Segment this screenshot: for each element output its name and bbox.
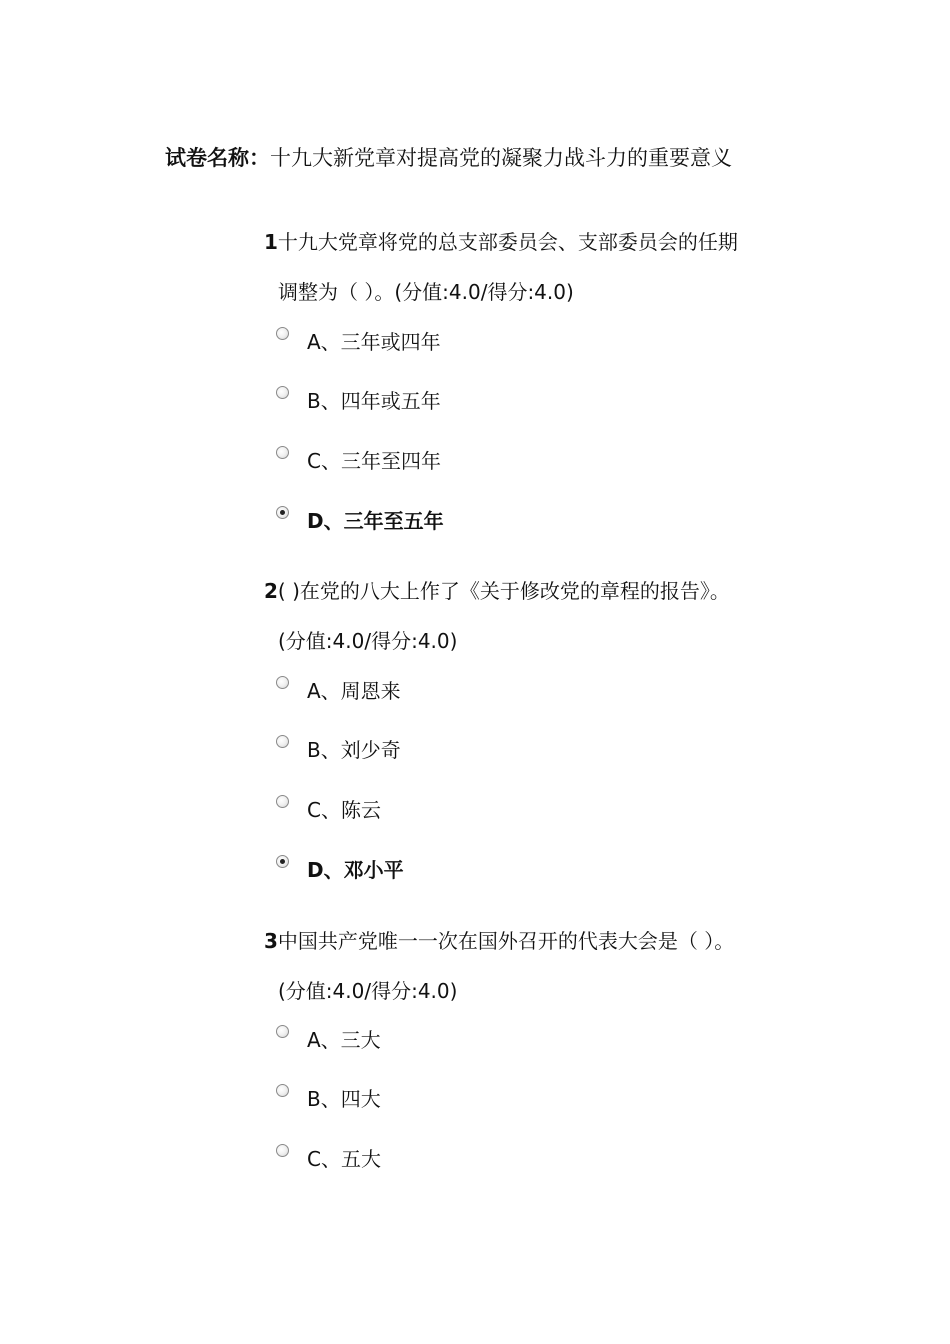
question-3-option-c[interactable]: [276, 1145, 381, 1169]
radio-button-checked[interactable]: [276, 855, 289, 868]
exam-title-name: 十九大新党章对提高党的凝聚力战斗力的重要意义: [270, 146, 732, 170]
option-label: C、三年至四年: [307, 448, 441, 473]
radio-button[interactable]: [276, 1144, 289, 1157]
question-2-option-b[interactable]: [276, 736, 401, 760]
question-3-score: (分值:4.0/得分:4.0): [278, 979, 458, 1003]
question-1-option-c[interactable]: [276, 447, 441, 471]
radio-button[interactable]: [276, 676, 289, 689]
question-3-option-a[interactable]: [276, 1026, 381, 1050]
question-stem: 十九大党章将党的总支部委员会、支部委员会的任期: [277, 230, 738, 254]
question-number: 1: [264, 230, 278, 254]
question-2-option-a[interactable]: [276, 677, 401, 701]
exam-title-label: 试卷名称：: [165, 146, 270, 170]
radio-button[interactable]: [276, 795, 289, 808]
question-3-option-b[interactable]: [276, 1085, 381, 1109]
option-label: B、四大: [307, 1086, 381, 1111]
radio-button-checked[interactable]: [276, 506, 289, 519]
radio-button[interactable]: [276, 735, 289, 748]
option-label: C、陈云: [307, 797, 381, 822]
option-label-selected: D、三年至五年: [307, 508, 444, 533]
question-3-text: [264, 925, 734, 954]
question-number: 2: [264, 579, 278, 603]
option-label: A、三年或四年: [307, 329, 441, 354]
question-stem: 中国共产党唯一一次在国外召开的代表大会是（ ）。: [277, 929, 735, 953]
radio-button[interactable]: [276, 446, 289, 459]
option-label: A、三大: [307, 1027, 381, 1052]
question-number: 3: [264, 929, 278, 953]
question-1-score: 调整为（ ）。(分值:4.0/得分:4.0): [278, 280, 574, 304]
radio-button[interactable]: [276, 1025, 289, 1038]
radio-button[interactable]: [276, 327, 289, 340]
radio-button[interactable]: [276, 386, 289, 399]
radio-button[interactable]: [276, 1084, 289, 1097]
question-1-option-b[interactable]: [276, 387, 441, 411]
option-label: B、四年或五年: [307, 388, 441, 413]
question-2-option-d[interactable]: [276, 856, 404, 880]
option-label: B、刘少奇: [307, 737, 401, 762]
question-stem: ( )在党的八大上作了《关于修改党的章程的报告》。: [277, 579, 730, 603]
option-label-selected: D、邓小平: [307, 857, 404, 882]
exam-title: [165, 142, 732, 172]
question-1-text: [264, 226, 738, 255]
option-label: A、周恩来: [307, 678, 401, 703]
question-2-text: [264, 575, 730, 604]
question-2-option-c[interactable]: [276, 796, 381, 820]
question-1-option-d[interactable]: [276, 507, 444, 531]
question-1-option-a[interactable]: [276, 328, 441, 352]
question-2-score: (分值:4.0/得分:4.0): [278, 629, 458, 653]
option-label: C、五大: [307, 1146, 381, 1171]
